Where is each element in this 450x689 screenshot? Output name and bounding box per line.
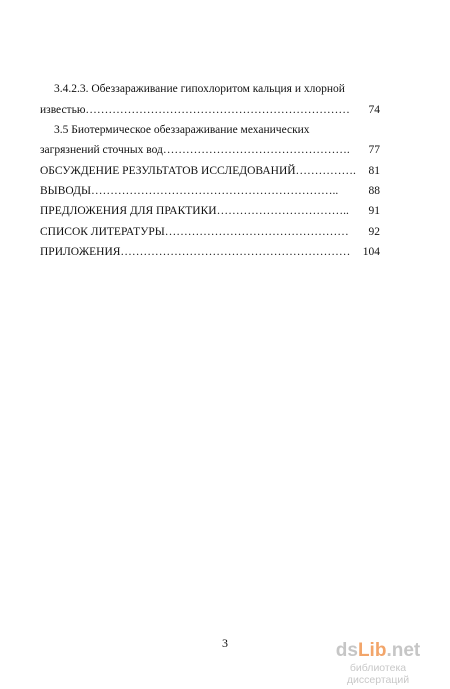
watermark-lib: Lib [357,640,387,661]
toc-page-number: 104 [362,246,380,258]
page-number: 3 [222,636,228,650]
watermark-net: .net [386,640,421,661]
watermark-ds: ds [335,640,358,661]
toc-entry-discussion: ОБСУЖДЕНИЕ РЕЗУЛЬТАТОВ ИССЛЕДОВАНИЙ……………. [40,165,356,177]
toc-page-number: 74 [368,104,380,116]
watermark-logo [318,640,438,662]
toc-page-number: 88 [368,185,380,197]
toc-entry-conclusions: ВЫВОДЫ……………………………………………………….. [40,185,339,197]
toc-entry-appendices: ПРИЛОЖЕНИЯ…………………………………………………… [40,246,351,258]
toc-page-number: 91 [368,205,380,217]
toc-entry-3-4-2-3-continuation: известью…………………………………………………………… [40,104,350,116]
toc-entry-recommendations: ПРЕДЛОЖЕНИЯ ДЛЯ ПРАКТИКИ…………………………….. [40,205,349,217]
toc-page-number: 81 [368,165,380,177]
watermark-subtitle: библиотека диссертаций [346,662,410,686]
toc-entry-3-5-title: 3.5 Биотермическое обеззараживание механических [54,124,310,136]
toc-page-number: 77 [368,144,380,156]
toc-entry-3-4-2-3-title: 3.4.2.3. Обеззараживание гипохлоритом кальция и хлорной [54,83,345,95]
toc-entry-references: СПИСОК ЛИТЕРАТУРЫ………………………………………… [40,226,349,238]
toc-entry-3-5-continuation: загрязнений сточных вод…………………………………………. [40,144,350,156]
dslib-watermark [318,640,438,686]
toc-page-number: 92 [368,226,380,238]
